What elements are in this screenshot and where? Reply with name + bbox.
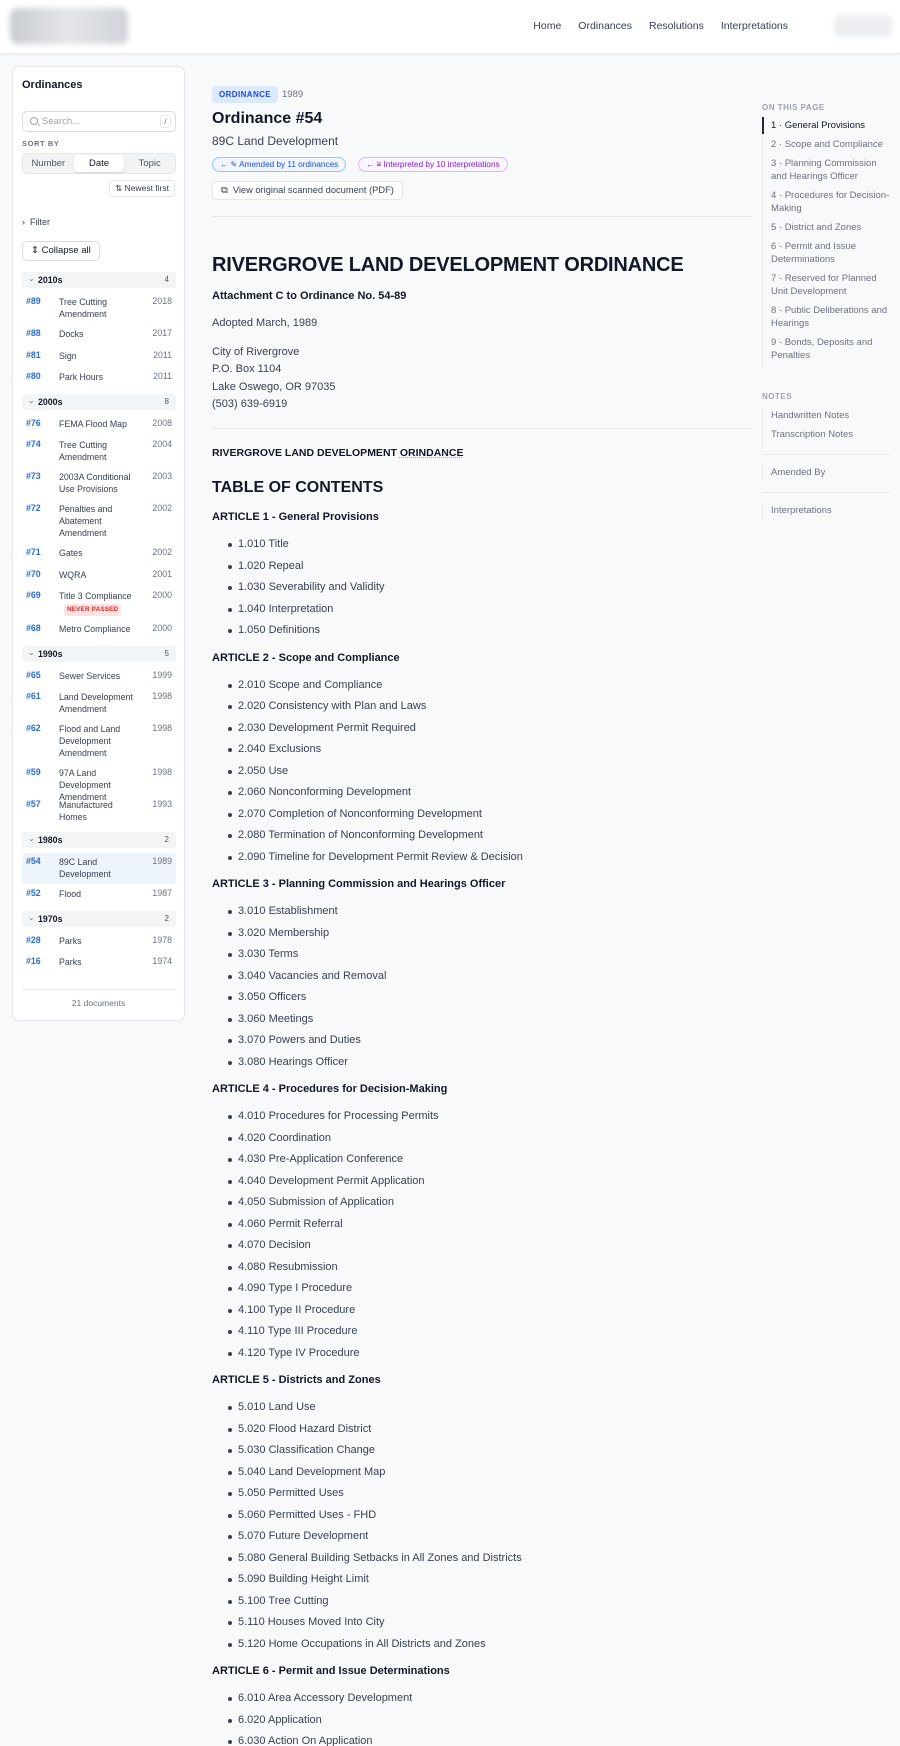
article-heading: ARTICLE 6 - Permit and Issue Determinations: [212, 1665, 450, 1677]
interpreted-by-label: Interpreted by 10 interpretations: [383, 160, 500, 169]
repeated-title-text: RIVERGROVE LAND DEVELOPMENT: [212, 447, 400, 459]
notes-heading: NOTES: [762, 392, 793, 401]
toc-link[interactable]: 7 · Reserved for Planned Unit Development: [771, 273, 877, 297]
ordinance-title-text: Title 3 Compliance: [59, 591, 132, 601]
ordinance-title: [59, 418, 139, 430]
toc-link[interactable]: 9 · Bonds, Deposits and Penalties: [771, 337, 873, 361]
ordinance-number: #81: [26, 349, 41, 360]
ordinance-year: 2017: [152, 328, 172, 338]
ordinance-title: [59, 888, 139, 900]
ordinance-year: 2011: [153, 371, 172, 381]
sort-by-label: SORT BY: [22, 139, 60, 148]
nav-resolutions[interactable]: Resolutions: [649, 20, 704, 32]
sort-toggle: [22, 153, 176, 174]
section-list-item: 4.120 Type IV Procedure: [238, 1347, 439, 1369]
ordinance-title-text: Penalties and Abatement Amendment: [59, 504, 113, 538]
section-list-item: 5.010 Land Use: [238, 1401, 522, 1423]
chevron-down-icon: ⌄: [28, 274, 35, 283]
ordinance-title-text: Park Hours: [59, 372, 103, 382]
ordinance-year: 1998: [152, 767, 172, 777]
ordinance-year: 2002: [152, 503, 172, 513]
ordinance-list-item[interactable]: [22, 932, 176, 953]
ordinance-number: #88: [26, 328, 41, 338]
ordinance-title-text: Tree Cutting Amendment: [59, 440, 108, 462]
ordinance-title-text: Flood: [59, 889, 82, 899]
ordinance-sidebar: [12, 66, 185, 1021]
decade-count: 2: [164, 835, 169, 844]
ordinance-title: [59, 856, 139, 880]
view-pdf-label: View original scanned document (PDF): [232, 185, 394, 195]
interpreted-by-chip[interactable]: [358, 157, 508, 172]
decade-label: 1970s: [38, 913, 63, 924]
section-list-item: 4.110 Type III Procedure: [238, 1325, 439, 1347]
article-heading: ARTICLE 4 - Procedures for Decision-Making: [212, 1083, 448, 1095]
ordinance-list-item[interactable]: [22, 544, 176, 565]
search-box[interactable]: [22, 111, 176, 132]
section-list-item: 2.040 Exclusions: [238, 743, 523, 765]
chevron-down-icon: ⌄: [28, 395, 35, 405]
ordinance-title: [59, 328, 139, 340]
article-section-list: [238, 1401, 522, 1659]
ordinance-year: 1993: [152, 799, 172, 809]
article-section-list: [238, 538, 385, 646]
arrow-link-icon: ← ✎: [220, 160, 238, 169]
page-subtitle: 89C Land Development: [212, 134, 339, 148]
ordinance-number: #52: [26, 888, 41, 898]
decade-group-header[interactable]: [22, 272, 176, 288]
ordinance-year: 2000: [152, 590, 172, 600]
collapse-all-label: Collapse all: [41, 245, 91, 256]
ordinance-title-text: 89C Land Development: [59, 857, 111, 879]
article-heading: ARTICLE 1 - General Provisions: [212, 511, 379, 523]
ordinance-number: #62: [26, 723, 41, 733]
toc-link[interactable]: 8 · Public Deliberations and Hearings: [771, 305, 888, 329]
section-list-item: 5.100 Tree Cutting: [238, 1595, 522, 1617]
ordinance-list-item[interactable]: [22, 853, 176, 884]
search-icon: [30, 117, 38, 125]
decade-label: 1990s: [38, 648, 63, 659]
ordinance-year: 1978: [152, 934, 172, 945]
ordinance-title: [59, 547, 139, 559]
ordinance-title-text: Flood and Land Development Amendment: [59, 724, 121, 758]
decade-group-header[interactable]: [22, 646, 176, 662]
toc-heading: TABLE OF CONTENTS: [212, 479, 384, 496]
notes-link-transcription[interactable]: Transcription Notes: [771, 429, 854, 440]
adopted-date: Adopted March, 1989: [212, 317, 318, 329]
chevron-down-icon: ⌄: [28, 834, 35, 843]
ordinance-year: 1987: [152, 888, 172, 898]
sort-order-label: Newest first: [124, 183, 169, 193]
chevron-down-icon: ⌄: [28, 912, 35, 922]
ordinance-title: [59, 935, 139, 947]
amended-by-label: Amended by 11 ordinances: [239, 160, 339, 169]
section-list-item: 2.080 Termination of Nonconforming Development: [238, 829, 523, 851]
article-section-list: [238, 1692, 412, 1746]
ordinance-list-item[interactable]: [22, 436, 176, 467]
ordinance-list-item[interactable]: [22, 764, 176, 802]
ordinance-list-item[interactable]: [22, 688, 176, 719]
ordinance-year: 1998: [152, 723, 172, 733]
section-list-item: 3.010 Establishment: [238, 905, 386, 927]
ordinance-title-text: WQRA: [59, 569, 87, 580]
ordinance-number: #69: [26, 590, 41, 600]
amended-by-chip[interactable]: [212, 157, 346, 172]
on-this-page-nav: [762, 119, 890, 368]
section-list-item: 4.070 Decision: [238, 1239, 439, 1261]
section-list-item: 6.010 Area Accessory Development: [238, 1692, 412, 1714]
section-list-item: 5.060 Permitted Uses - FHD: [238, 1509, 522, 1531]
divider: [762, 454, 890, 455]
ordinance-list-item[interactable]: [22, 885, 176, 906]
section-list-item: 2.010 Scope and Compliance: [238, 679, 523, 701]
ordinance-title-text: Metro Compliance: [59, 624, 131, 634]
section-list-item: 3.060 Meetings: [238, 1013, 386, 1035]
ordinance-year: 1999: [152, 669, 172, 680]
ordinance-title-text: FEMA Flood Map: [59, 418, 127, 429]
ordinance-title: [59, 296, 139, 320]
decade-count: 2: [164, 913, 169, 923]
decade-count: 5: [164, 648, 169, 658]
section-list-item: 5.070 Future Development: [238, 1530, 522, 1552]
document-type-badge: ORDINANCE: [212, 86, 278, 103]
section-list-item: 5.050 Permitted Uses: [238, 1487, 522, 1509]
ordinance-number: #68: [26, 623, 41, 633]
decade-label: 1980s: [38, 835, 63, 845]
section-list-item: 6.020 Application: [238, 1714, 412, 1736]
ordinance-title-text: Sewer Services: [59, 670, 121, 681]
section-list-item: 1.010 Title: [238, 538, 385, 560]
misspelled-word: ORINDANCE: [399, 447, 464, 459]
repeated-title: [212, 447, 463, 459]
divider: [212, 216, 752, 217]
external-link-icon: ⧉: [221, 185, 228, 195]
document-year: 1989: [282, 89, 304, 100]
chevron-right-icon: ›: [22, 217, 25, 227]
article-section-list: [238, 905, 386, 1077]
ordinance-number: #57: [26, 799, 41, 809]
page-title: Ordinance #54: [212, 110, 323, 127]
decade-label: 2010s: [38, 275, 63, 285]
section-list-item: 5.080 General Building Setbacks in All Zones and Districts: [238, 1552, 522, 1574]
ordinance-year: 2001: [152, 568, 172, 579]
ordinance-number: #76: [26, 417, 41, 428]
ordinance-title: [59, 799, 139, 823]
section-list-item: 2.030 Development Permit Required: [238, 722, 523, 744]
ordinance-year: 1989: [152, 856, 172, 866]
section-list-item: 5.090 Building Height Limit: [238, 1573, 522, 1595]
ordinance-title: [59, 471, 139, 495]
ordinance-list-item[interactable]: [22, 587, 176, 619]
address-line: Lake Oswego, OR 97035: [212, 380, 336, 393]
ordinance-year: 1974: [152, 956, 172, 966]
nav-interpretations[interactable]: Interpretations: [720, 20, 788, 32]
ordinance-title: [59, 723, 139, 759]
decade-label: 2000s: [38, 396, 63, 407]
ordinance-title-text: Gates: [59, 548, 83, 558]
ordinance-list-item[interactable]: [22, 566, 176, 587]
ordinance-list-item[interactable]: [22, 500, 176, 543]
section-list-item: 4.030 Pre-Application Conference: [238, 1153, 439, 1175]
section-list-item: 2.020 Consistency with Plan and Laws: [238, 700, 523, 722]
ordinance-title: [59, 670, 139, 682]
amended-by-link[interactable]: Amended By: [762, 466, 890, 480]
ordinance-number: #59: [26, 767, 41, 777]
section-list-item: 4.060 Permit Referral: [238, 1218, 439, 1240]
address-line: P.O. Box 1104: [212, 363, 282, 376]
ordinance-number: #74: [26, 439, 41, 449]
section-list-item: 3.020 Membership: [238, 927, 386, 949]
ordinance-list-item[interactable]: [22, 347, 176, 368]
filter-toggle[interactable]: [22, 217, 50, 227]
decade-count: 8: [164, 396, 169, 406]
toc-link[interactable]: 3 · Planning Commission and Hearings Officer: [771, 158, 877, 182]
ordinance-number: #72: [26, 503, 41, 513]
ordinance-number: #65: [26, 669, 41, 680]
arrow-link-icon: ← ≡: [366, 160, 382, 169]
section-list-item: 3.040 Vacancies and Removal: [238, 970, 386, 992]
ordinance-title-text: Sign: [59, 350, 77, 361]
ordinance-list-item[interactable]: [22, 325, 176, 346]
section-list-item: 5.110 Houses Moved Into City: [238, 1616, 522, 1638]
chevron-down-icon: ⌄: [28, 647, 35, 657]
section-list-item: 4.020 Coordination: [238, 1132, 439, 1154]
ordinance-number: #89: [26, 296, 41, 306]
attachment-line: Attachment C to Ordinance No. 54-89: [212, 290, 407, 302]
ordinance-year: 2018: [152, 296, 172, 306]
section-list-item: 2.060 Nonconforming Development: [238, 786, 523, 808]
search-shortcut-hint: /: [160, 115, 171, 128]
section-list-item: 2.090 Timeline for Development Permit Review & Decision: [238, 851, 523, 873]
article-section-list: [238, 679, 523, 873]
ordinance-year: 2003: [152, 471, 172, 481]
section-list-item: 3.030 Terms: [238, 948, 386, 970]
section-list-item: 2.070 Completion of Nonconforming Development: [238, 808, 523, 830]
ordinance-title: [59, 623, 139, 635]
ordinance-title-text: 97A Land Development Amendment: [59, 768, 111, 802]
ordinance-title: [59, 691, 139, 715]
ordinance-number: #80: [26, 371, 41, 381]
ordinance-list-item[interactable]: [22, 953, 176, 974]
section-list-item: 3.050 Officers: [238, 991, 386, 1013]
ordinance-number: #61: [26, 691, 41, 701]
notes-link-handwritten[interactable]: Handwritten Notes: [771, 410, 850, 421]
collapse-all-button[interactable]: [22, 241, 100, 261]
site-logo[interactable]: [10, 8, 128, 44]
section-list-item: 1.030 Severability and Validity: [238, 581, 385, 603]
section-list-item: 5.040 Land Development Map: [238, 1466, 522, 1488]
ordinance-year: 2000: [152, 623, 172, 633]
city-address: [212, 344, 336, 413]
section-list-item: 3.070 Powers and Duties: [238, 1034, 386, 1056]
ordinance-number: #28: [26, 934, 41, 945]
section-list-item: 2.050 Use: [238, 765, 523, 787]
search-input[interactable]: [42, 114, 152, 129]
ordinance-title: [59, 503, 139, 539]
sidebar-title: Ordinances: [22, 79, 83, 91]
collapse-icon: ⇕: [31, 245, 39, 256]
sort-number-button[interactable]: Number: [31, 158, 66, 169]
decade-group-header[interactable]: [22, 911, 176, 927]
section-list-item: 4.040 Development Permit Application: [238, 1175, 439, 1197]
interpretations-link[interactable]: Interpretations: [762, 504, 890, 518]
account-button[interactable]: [834, 15, 892, 37]
divider: [212, 428, 752, 429]
section-list-item: 1.040 Interpretation: [238, 603, 385, 625]
ordinance-title: [59, 590, 139, 616]
ordinance-year: 1998: [152, 691, 172, 701]
never-passed-badge: NEVER PASSED: [64, 604, 121, 616]
toc-link[interactable]: 4 · Procedures for Decision-Making: [771, 190, 890, 214]
sort-order-button[interactable]: [109, 180, 175, 197]
ordinance-number: #73: [26, 471, 41, 481]
article-heading: ARTICLE 2 - Scope and Compliance: [212, 651, 400, 664]
ordinance-title-text: 2003A Conditional Use Provisions: [59, 472, 131, 494]
ordinance-list-item[interactable]: [22, 468, 176, 499]
main-nav: [533, 20, 788, 32]
ordinance-year: 2011: [153, 349, 172, 360]
section-list-item: 6.030 Action On Application: [238, 1735, 412, 1746]
section-list-item: 4.090 Type I Procedure: [238, 1282, 439, 1304]
article-heading: ARTICLE 3 - Planning Commission and Hearings Officer: [212, 878, 506, 890]
top-navbar: [0, 0, 900, 54]
ordinance-list-item[interactable]: [22, 720, 176, 763]
address-line: (503) 639-6919: [212, 397, 288, 410]
ordinance-number: #16: [26, 956, 41, 966]
decade-count: 4: [164, 275, 169, 284]
divider: [22, 989, 176, 990]
ordinance-list-item[interactable]: [22, 415, 176, 436]
section-list-item: 5.120 Home Occupations in All Districts and Zones: [238, 1638, 522, 1660]
ordinance-number: #70: [26, 568, 41, 579]
article-section-list: [238, 1110, 439, 1368]
section-list-item: 3.080 Hearings Officer: [238, 1056, 386, 1078]
ordinance-number: #71: [26, 547, 41, 557]
section-list-item: 5.020 Flood Hazard District: [238, 1423, 522, 1445]
section-list-item: 5.030 Classification Change: [238, 1444, 522, 1466]
decade-group-header[interactable]: [22, 394, 176, 410]
view-pdf-button[interactable]: [212, 181, 403, 200]
ordinance-title-text: Manufactured Homes: [59, 800, 113, 822]
notes-nav: [762, 409, 890, 447]
address-line: City of Rivergrove: [212, 346, 300, 358]
ordinance-number: #54: [26, 856, 41, 866]
ordinance-list-item[interactable]: [22, 368, 176, 389]
article-heading: ARTICLE 5 - Districts and Zones: [212, 1374, 381, 1386]
filter-label: Filter: [30, 217, 51, 227]
decade-group-header[interactable]: [22, 832, 176, 848]
nav-home[interactable]: Home: [533, 20, 562, 32]
ordinance-title: [59, 371, 139, 383]
ordinance-list-item[interactable]: [22, 667, 176, 688]
ordinance-year: 2004: [152, 439, 172, 449]
toc-link[interactable]: 6 · Permit and Issue Determinations: [771, 241, 857, 265]
nav-ordinances[interactable]: Ordinances: [578, 20, 632, 32]
ordinance-title: [59, 569, 139, 581]
divider: [762, 492, 890, 493]
section-list-item: 4.010 Procedures for Processing Permits: [238, 1110, 439, 1132]
toc-link[interactable]: 2 · Scope and Compliance: [771, 139, 883, 150]
document-count: 21 documents: [71, 998, 126, 1008]
sort-date-button[interactable]: Date: [74, 155, 125, 172]
ordinance-title: [59, 956, 139, 968]
ordinance-title: [59, 439, 139, 463]
toc-link[interactable]: 5 · District and Zones: [771, 222, 862, 233]
ordinance-year: 2002: [152, 547, 172, 557]
toc-link[interactable]: 1 · General Provisions: [763, 119, 890, 132]
ordinance-list-item[interactable]: [22, 620, 176, 641]
ordinance-list-item[interactable]: [22, 796, 176, 827]
ordinance-title: [59, 350, 139, 362]
ordinance-title-text: Docks: [59, 329, 84, 339]
ordinance-title-text: Parks: [59, 935, 82, 946]
section-list-item: 1.020 Repeal: [238, 560, 385, 582]
section-list-item: 4.080 Resubmission: [238, 1261, 439, 1283]
section-list-item: 4.050 Submission of Application: [238, 1196, 439, 1218]
ordinance-title-text: Tree Cutting Amendment: [59, 297, 108, 319]
section-list-item: 1.050 Definitions: [238, 624, 385, 646]
ordinance-list-item[interactable]: [22, 293, 176, 324]
ordinance-title-text: Land Development Amendment: [59, 692, 133, 714]
ordinance-year: 2008: [152, 417, 172, 428]
ordinance-title-text: Parks: [59, 957, 82, 967]
sort-topic-button[interactable]: Topic: [138, 158, 161, 169]
section-list-item: 4.100 Type II Procedure: [238, 1304, 439, 1326]
document-title: RIVERGROVE LAND DEVELOPMENT ORDINANCE: [212, 254, 684, 276]
sort-order-icon: ⇅: [115, 183, 123, 193]
on-this-page-heading: ON THIS PAGE: [762, 103, 825, 112]
